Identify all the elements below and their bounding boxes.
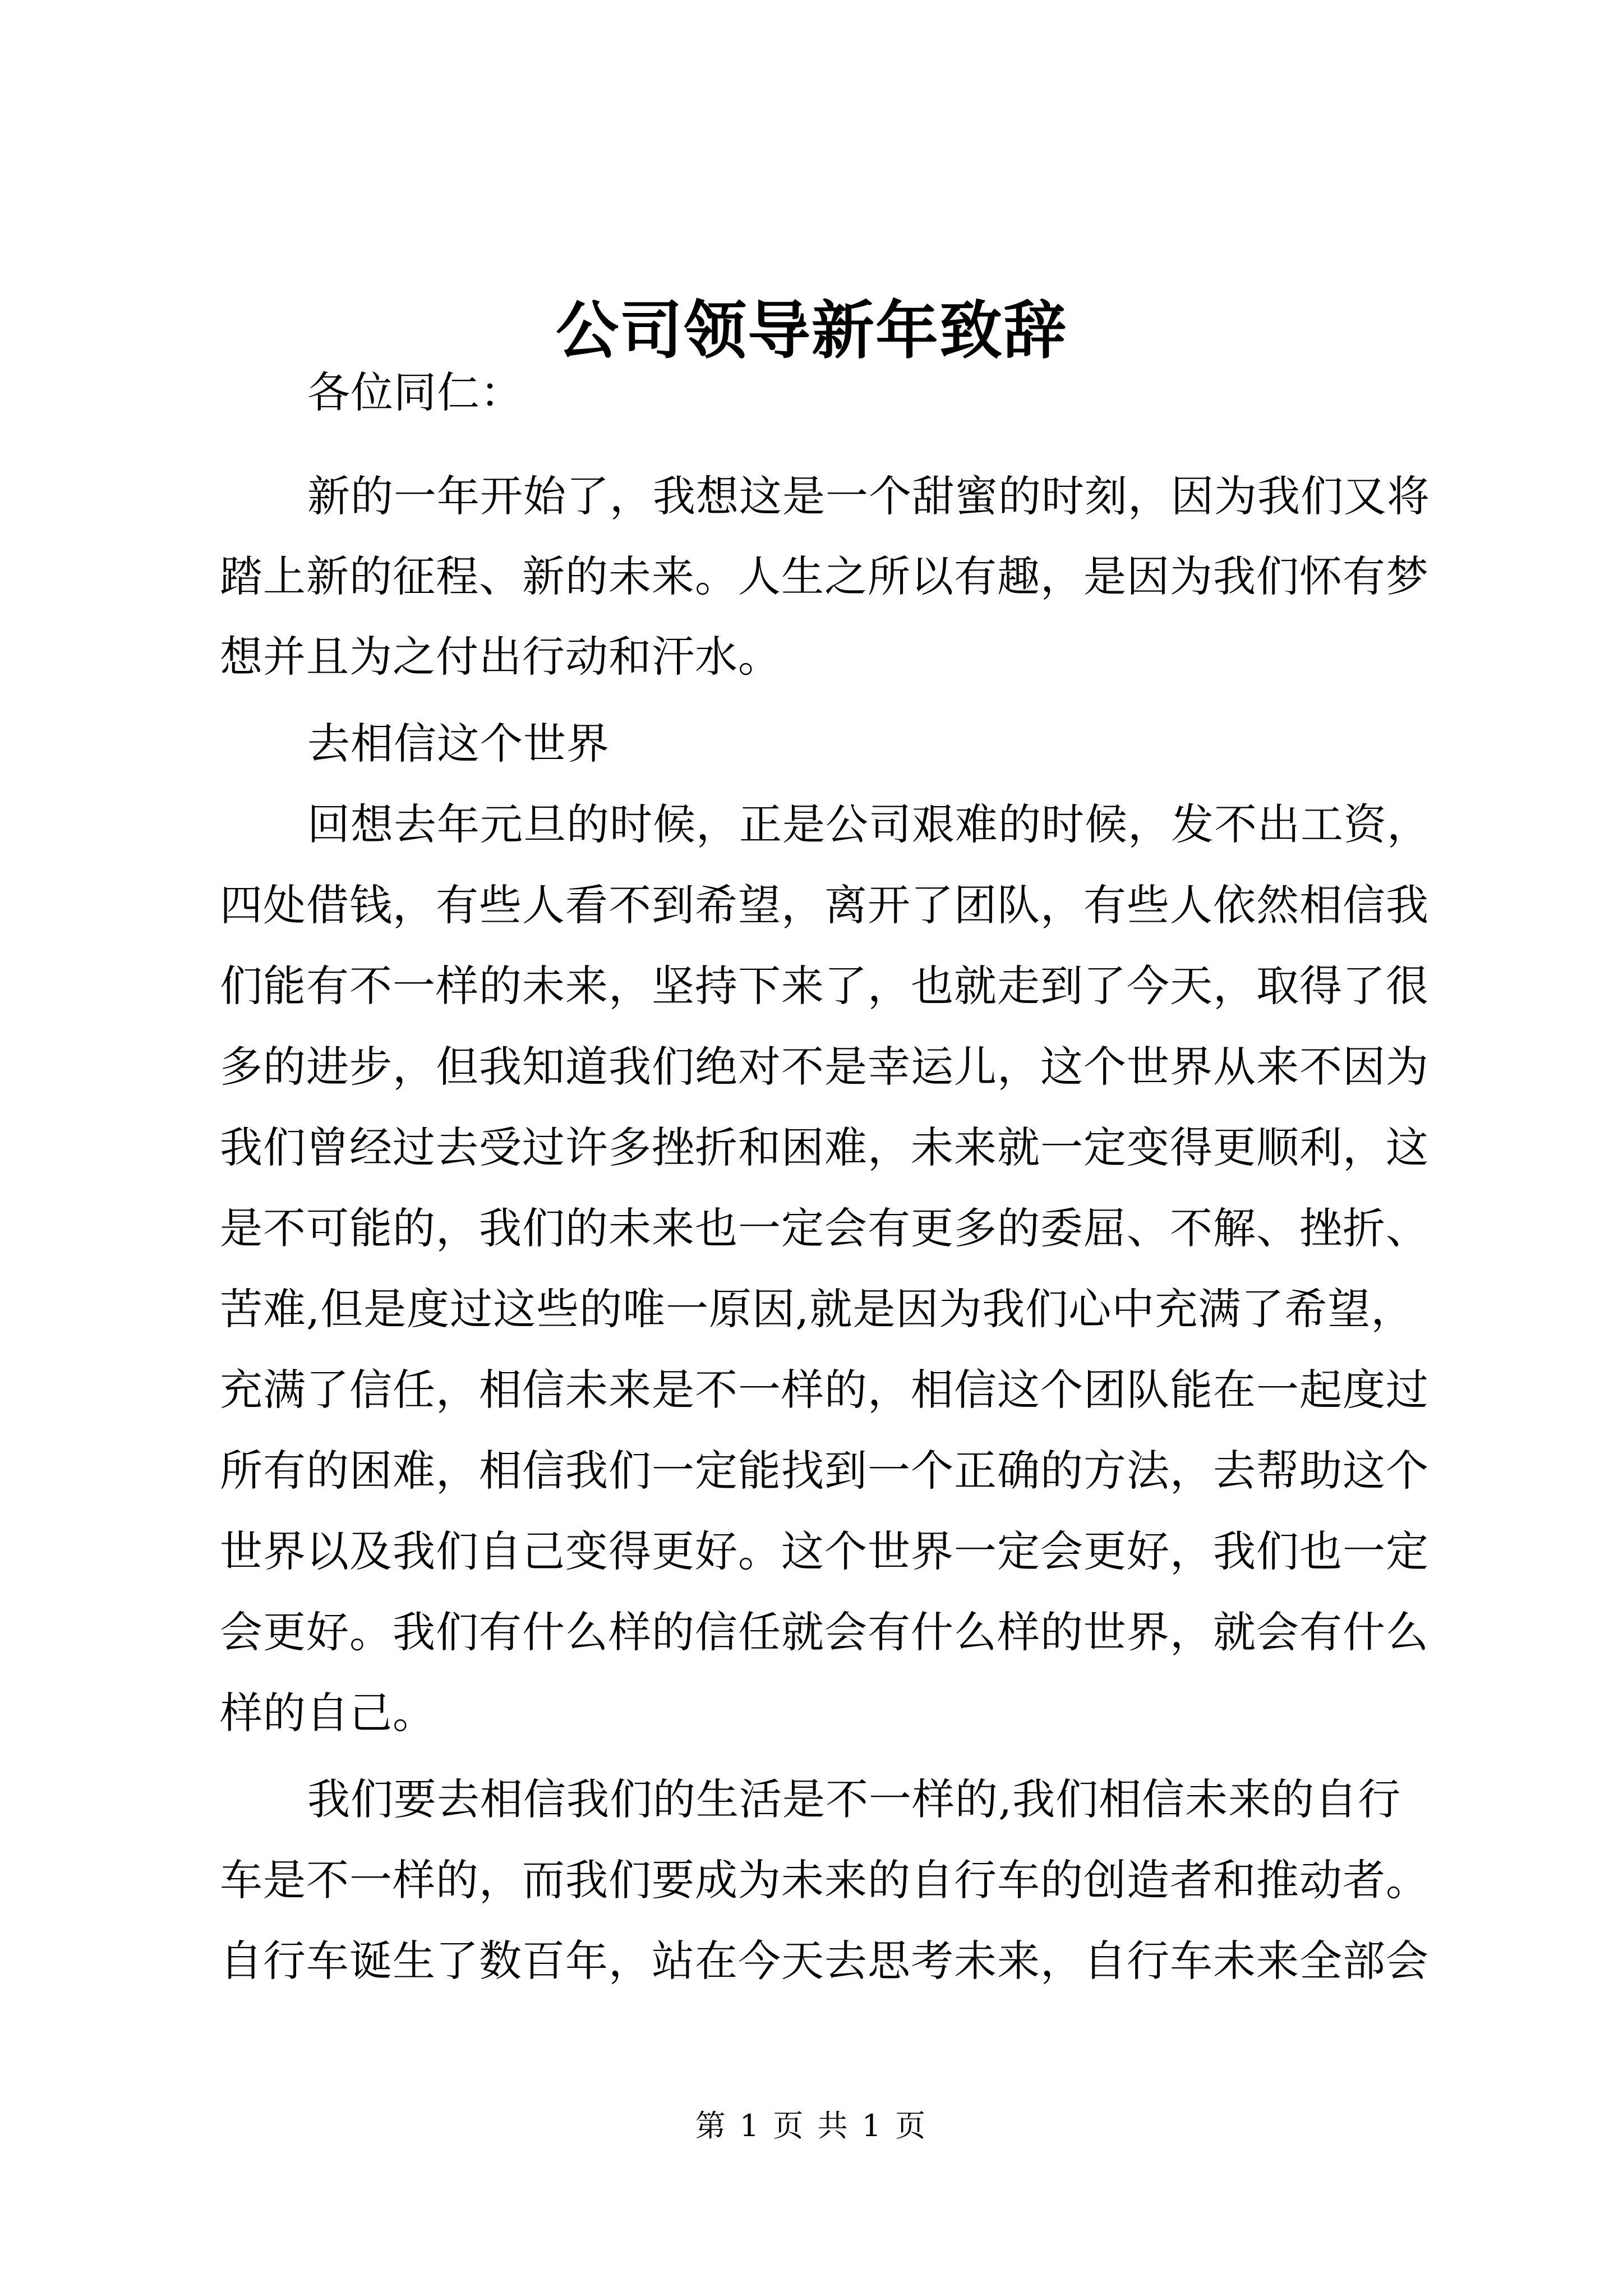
paragraph-1-line-3: 想并且为之付出行动和汗水。: [220, 632, 781, 682]
paragraph-2-line-2: 四处借钱，有些人看不到希望，离开了团队，有些人依然相信我: [220, 880, 1429, 930]
paragraph-2-line-11: 会更好。我们有什么样的信任就会有什么样的世界，就会有什么: [220, 1607, 1429, 1657]
paragraph-2-line-9: 所有的困难，相信我们一定能找到一个正确的方法，去帮助这个: [220, 1446, 1429, 1496]
paragraph-2-line-12: 样的自己。: [220, 1688, 436, 1738]
paragraph-2-line-7: 苦难,但是度过这些的唯一原因,就是因为我们心中充满了希望，: [220, 1284, 1414, 1334]
paragraph-2-line-5: 我们曾经过去受过许多挫折和困难，未来就一定变得更顺利，这: [220, 1122, 1429, 1172]
paragraph-3-line-1: 我们要去相信我们的生活是不一样的,我们相信未来的自行: [307, 1774, 1401, 1824]
paragraph-2-line-10: 世界以及我们自己变得更好。这个世界一定会更好，我们也一定: [220, 1526, 1429, 1576]
page-number-footer: 第 1 页 共 1 页: [695, 2108, 928, 2143]
subheading: 去相信这个世界: [307, 719, 610, 769]
paragraph-2-line-4: 多的进步，但我知道我们绝对不是幸运儿，这个世界从来不因为: [220, 1042, 1429, 1092]
document-title: 公司领导新年致辞: [556, 294, 1067, 367]
paragraph-2-line-1: 回想去年元旦的时候，正是公司艰难的时候，发不出工资，: [307, 799, 1430, 849]
paragraph-1-line-2: 踏上新的征程、新的未来。人生之所以有趣，是因为我们怀有梦: [220, 551, 1429, 601]
paragraph-3-line-3: 自行车诞生了数百年，站在今天去思考未来，自行车未来全部会: [220, 1936, 1429, 1986]
paragraph-1-line-1: 新的一年开始了，我想这是一个甜蜜的时刻，因为我们又将: [307, 471, 1430, 521]
paragraph-2-line-8: 充满了信任，相信未来是不一样的，相信这个团队能在一起度过: [220, 1365, 1429, 1415]
salutation: 各位同仁：: [307, 367, 523, 417]
paragraph-3-line-2: 车是不一样的，而我们要成为未来的自行车的创造者和推动者。: [220, 1855, 1429, 1905]
paragraph-2-line-6: 是不可能的，我们的未来也一定会有更多的委屈、不解、挫折、: [220, 1203, 1429, 1253]
paragraph-2-line-3: 们能有不一样的未来，坚持下来了，也就走到了今天，取得了很: [220, 961, 1429, 1011]
